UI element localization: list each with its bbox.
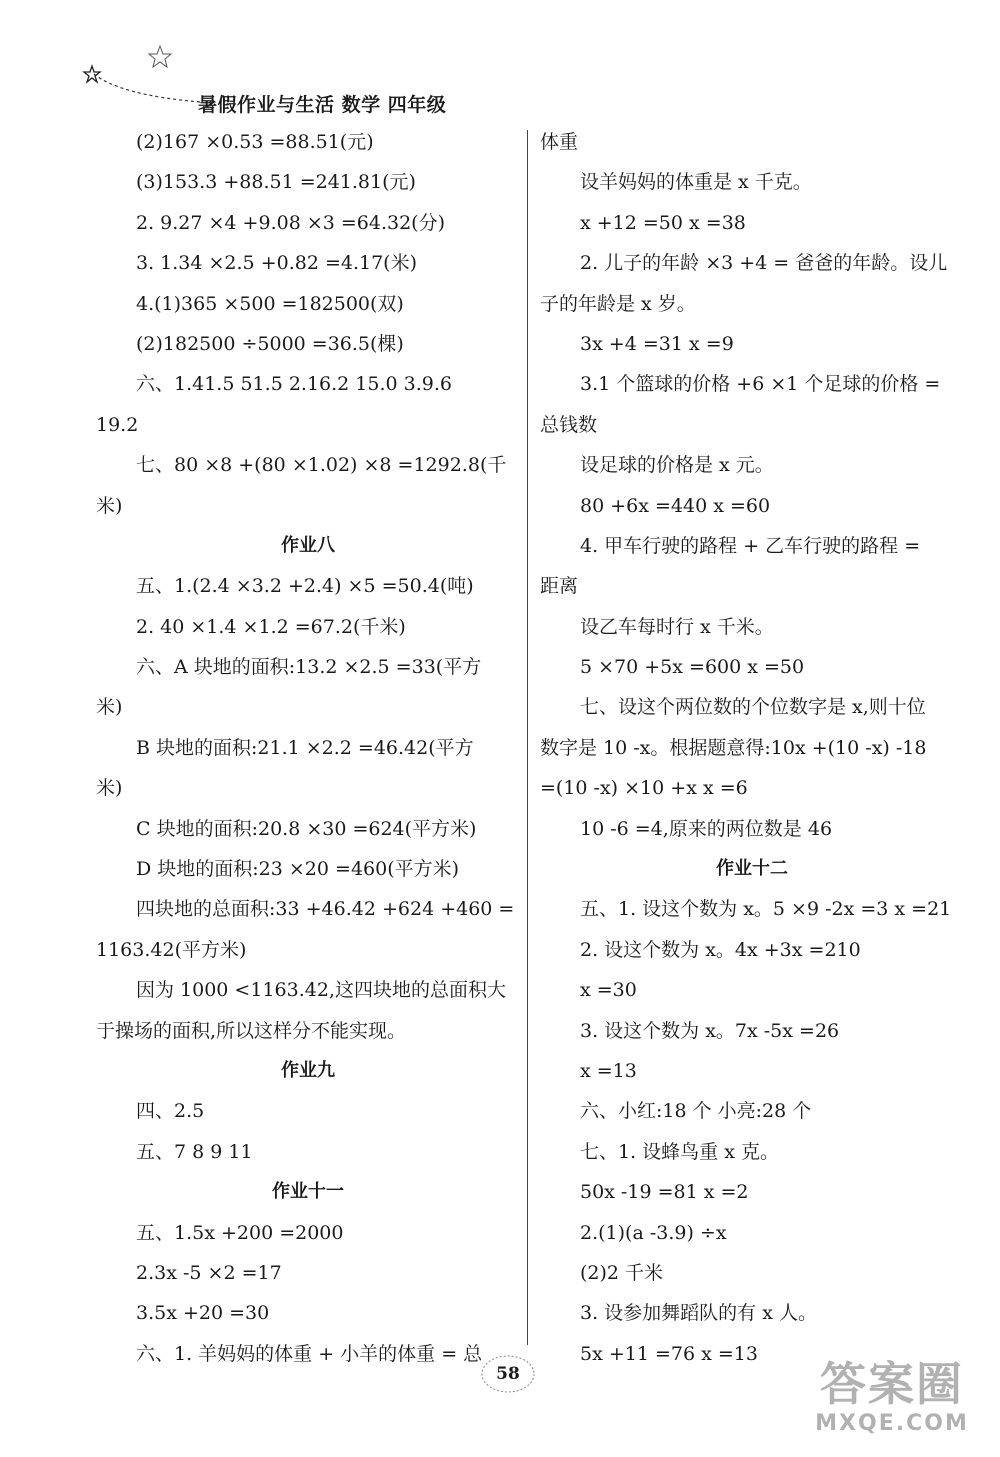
text-line: 2. 儿子的年龄 ×3 +4 = 爸爸的年龄。设儿 bbox=[580, 252, 948, 275]
section-heading: 作业十二 bbox=[716, 858, 788, 880]
text-line: 2.3x -5 ×2 =17 bbox=[136, 1261, 282, 1284]
left-column bbox=[96, 122, 520, 1374]
text-line: 七、设这个两位数的个位数字是 x,则十位 bbox=[580, 696, 926, 719]
text-line: 总钱数 bbox=[540, 413, 598, 436]
text-line: (2)182500 ÷5000 =36.5(棵) bbox=[136, 332, 404, 355]
text-line: B 块地的面积:21.1 ×2.2 =46.42(平方 bbox=[136, 736, 474, 759]
text-line: =(10 -x) ×10 +x x =6 bbox=[540, 777, 748, 800]
text-line: 3.1 个篮球的价格 +6 ×1 个足球的价格 = bbox=[580, 373, 941, 396]
text-line: 2. 40 ×1.4 ×1.2 =67.2(千米) bbox=[136, 615, 406, 638]
text-line: (2)167 ×0.53 =88.51(元) bbox=[136, 131, 374, 153]
right-column bbox=[540, 122, 964, 1374]
text-line: C 块地的面积:20.8 ×30 =624(平方米) bbox=[136, 817, 477, 840]
watermark-url: MXQE.COM bbox=[815, 1411, 969, 1436]
text-line: x =30 bbox=[580, 979, 637, 1002]
section-heading: 作业八 bbox=[281, 534, 335, 556]
text-line: D 块地的面积:23 ×20 =460(平方米) bbox=[136, 858, 460, 881]
text-line: 四块地的总面积:33 +46.42 +624 +460 = bbox=[136, 898, 515, 921]
text-line: 2.(1)(a -3.9) ÷x bbox=[580, 1221, 727, 1244]
text-line: 距离 bbox=[540, 575, 579, 598]
text-line: 六、1.41.5 51.5 2.16.2 15.0 3.9.6 bbox=[136, 373, 452, 396]
text-line: 六、A 块地的面积:13.2 ×2.5 =33(平方 bbox=[136, 656, 482, 679]
text-line: 1163.42(平方米) bbox=[96, 938, 247, 961]
text-line: 3. 设参加舞蹈队的有 x 人。 bbox=[580, 1302, 817, 1325]
text-line: 2. 设这个数为 x。4x +3x =210 bbox=[580, 938, 861, 961]
text-line: 六、小红:18 个 小亮:28 个 bbox=[580, 1100, 812, 1123]
column-divider bbox=[527, 130, 528, 1345]
text-line: 六、1. 羊妈妈的体重 + 小羊的体重 = 总 bbox=[136, 1342, 483, 1365]
text-line: 3.5x +20 =30 bbox=[136, 1302, 270, 1325]
text-line: 子的年龄是 x 岁。 bbox=[540, 292, 696, 315]
text-line: 七、80 ×8 +(80 ×1.02) ×8 =1292.8(千 bbox=[136, 454, 507, 477]
text-line: (3)153.3 +88.51 =241.81(元) bbox=[136, 171, 416, 194]
text-line: 米) bbox=[96, 494, 123, 517]
text-line: 设足球的价格是 x 元。 bbox=[580, 454, 774, 477]
text-line: 五、1.(2.4 ×3.2 +2.4) ×5 =50.4(吨) bbox=[136, 575, 474, 598]
text-line: 50x -19 =81 x =2 bbox=[580, 1181, 749, 1204]
text-line: 体重 bbox=[540, 131, 579, 153]
header-title: 暑假作业与生活 数学 四年级 bbox=[198, 94, 447, 116]
text-line: 因为 1000 <1163.42,这四块地的总面积大 bbox=[136, 979, 506, 1002]
text-line: 于操场的面积,所以这样分不能实现。 bbox=[96, 1019, 407, 1042]
text-line: 数字是 10 -x。根据题意得:10x +(10 -x) -18 bbox=[540, 736, 927, 759]
text-line: 5x +11 =76 x =13 bbox=[580, 1342, 758, 1365]
watermark bbox=[792, 1357, 992, 1447]
text-line: 五、7 8 9 11 bbox=[136, 1140, 253, 1163]
text-line: 七、1. 设蜂鸟重 x 克。 bbox=[580, 1140, 779, 1163]
text-line: 四、2.5 bbox=[136, 1100, 205, 1123]
page-number bbox=[478, 1352, 538, 1396]
page-number-text: 58 bbox=[496, 1364, 520, 1384]
text-line: 4.(1)365 ×500 =182500(双) bbox=[136, 292, 404, 315]
text-line: 80 +6x =440 x =60 bbox=[580, 494, 771, 517]
text-line: 3. 1.34 ×2.5 +0.82 =4.17(米) bbox=[136, 252, 418, 275]
text-line: 4. 甲车行驶的路程 + 乙车行驶的路程 = bbox=[580, 534, 921, 557]
section-heading: 作业十一 bbox=[272, 1181, 344, 1203]
text-line: 3x +4 =31 x =9 bbox=[580, 332, 734, 355]
text-line: 设乙车每时行 x 千米。 bbox=[580, 615, 774, 638]
text-line: 五、1. 设这个数为 x。5 ×9 -2x =3 x =21 bbox=[580, 898, 952, 921]
text-line: 米) bbox=[96, 777, 123, 800]
text-line: x =13 bbox=[580, 1059, 637, 1082]
text-line: 3. 设这个数为 x。7x -5x =26 bbox=[580, 1019, 840, 1042]
text-line: 设羊妈妈的体重是 x 千克。 bbox=[580, 171, 812, 194]
text-line: (2)2 千米 bbox=[580, 1261, 664, 1284]
section-heading: 作业九 bbox=[281, 1059, 335, 1081]
text-line: 五、1.5x +200 =2000 bbox=[136, 1221, 344, 1244]
text-line: 19.2 bbox=[96, 413, 139, 436]
page-header bbox=[80, 40, 540, 120]
text-line: 2. 9.27 ×4 +9.08 ×3 =64.32(分) bbox=[136, 211, 446, 234]
text-line: 5 ×70 +5x =600 x =50 bbox=[580, 656, 805, 679]
text-line: 10 -6 =4,原来的两位数是 46 bbox=[580, 817, 833, 840]
text-line: 米) bbox=[96, 696, 123, 719]
text-line: x +12 =50 x =38 bbox=[580, 211, 746, 234]
watermark-logo: 答案圈 bbox=[820, 1357, 964, 1411]
